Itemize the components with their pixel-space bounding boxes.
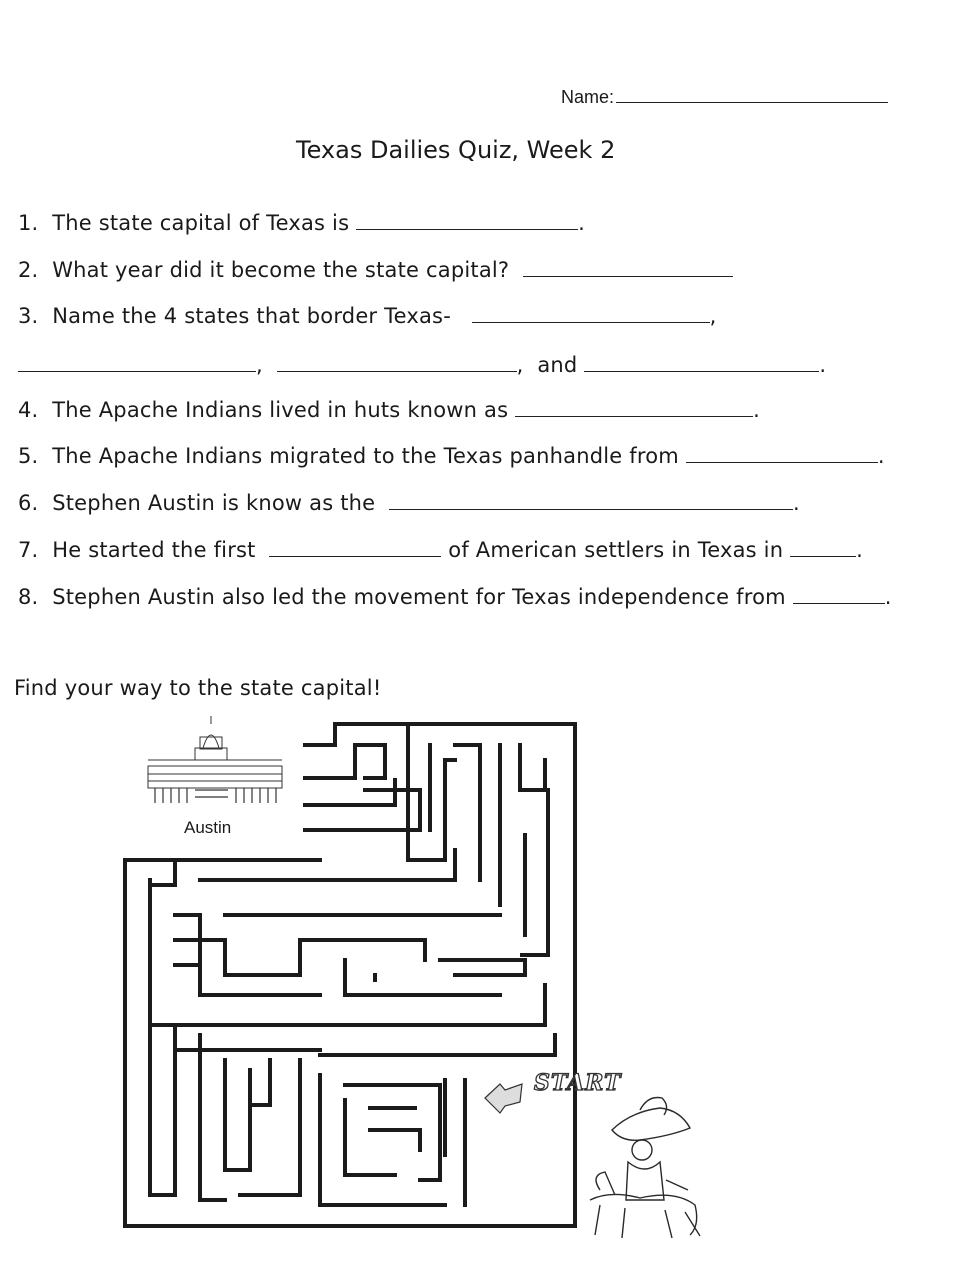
maze-instruction: Find your way to the state capital! [14, 676, 382, 700]
question-4: 4. The Apache Indians lived in huts known as . [18, 398, 760, 422]
question-1: 1. The state capital of Texas is . [18, 211, 585, 235]
start-arrow-icon [485, 1084, 522, 1113]
question-8: 8. Stephen Austin also led the movement for Texas independence from . [18, 585, 892, 609]
austin-label: Austin [184, 818, 232, 837]
question-7: 7. He started the first of American settlers in Texas in . [18, 538, 863, 562]
question-3-continued: , , and . [18, 351, 826, 377]
start-label: START [534, 1070, 622, 1096]
maze-walls[interactable] [125, 724, 575, 1226]
question-3: 3. Name the 4 states that border Texas- , [18, 304, 717, 328]
question-6: 6. Stephen Austin is know as the . [18, 491, 800, 515]
capitol-building-icon [148, 716, 282, 803]
page-title: Texas Dailies Quiz, Week 2 [296, 136, 616, 164]
question-2: 2. What year did it become the state capital? [18, 256, 733, 282]
question-5: 5. The Apache Indians migrated to the Texas panhandle from . [18, 444, 885, 468]
cowboy-on-horse-icon [590, 1098, 700, 1239]
name-label: Name: [561, 82, 888, 108]
